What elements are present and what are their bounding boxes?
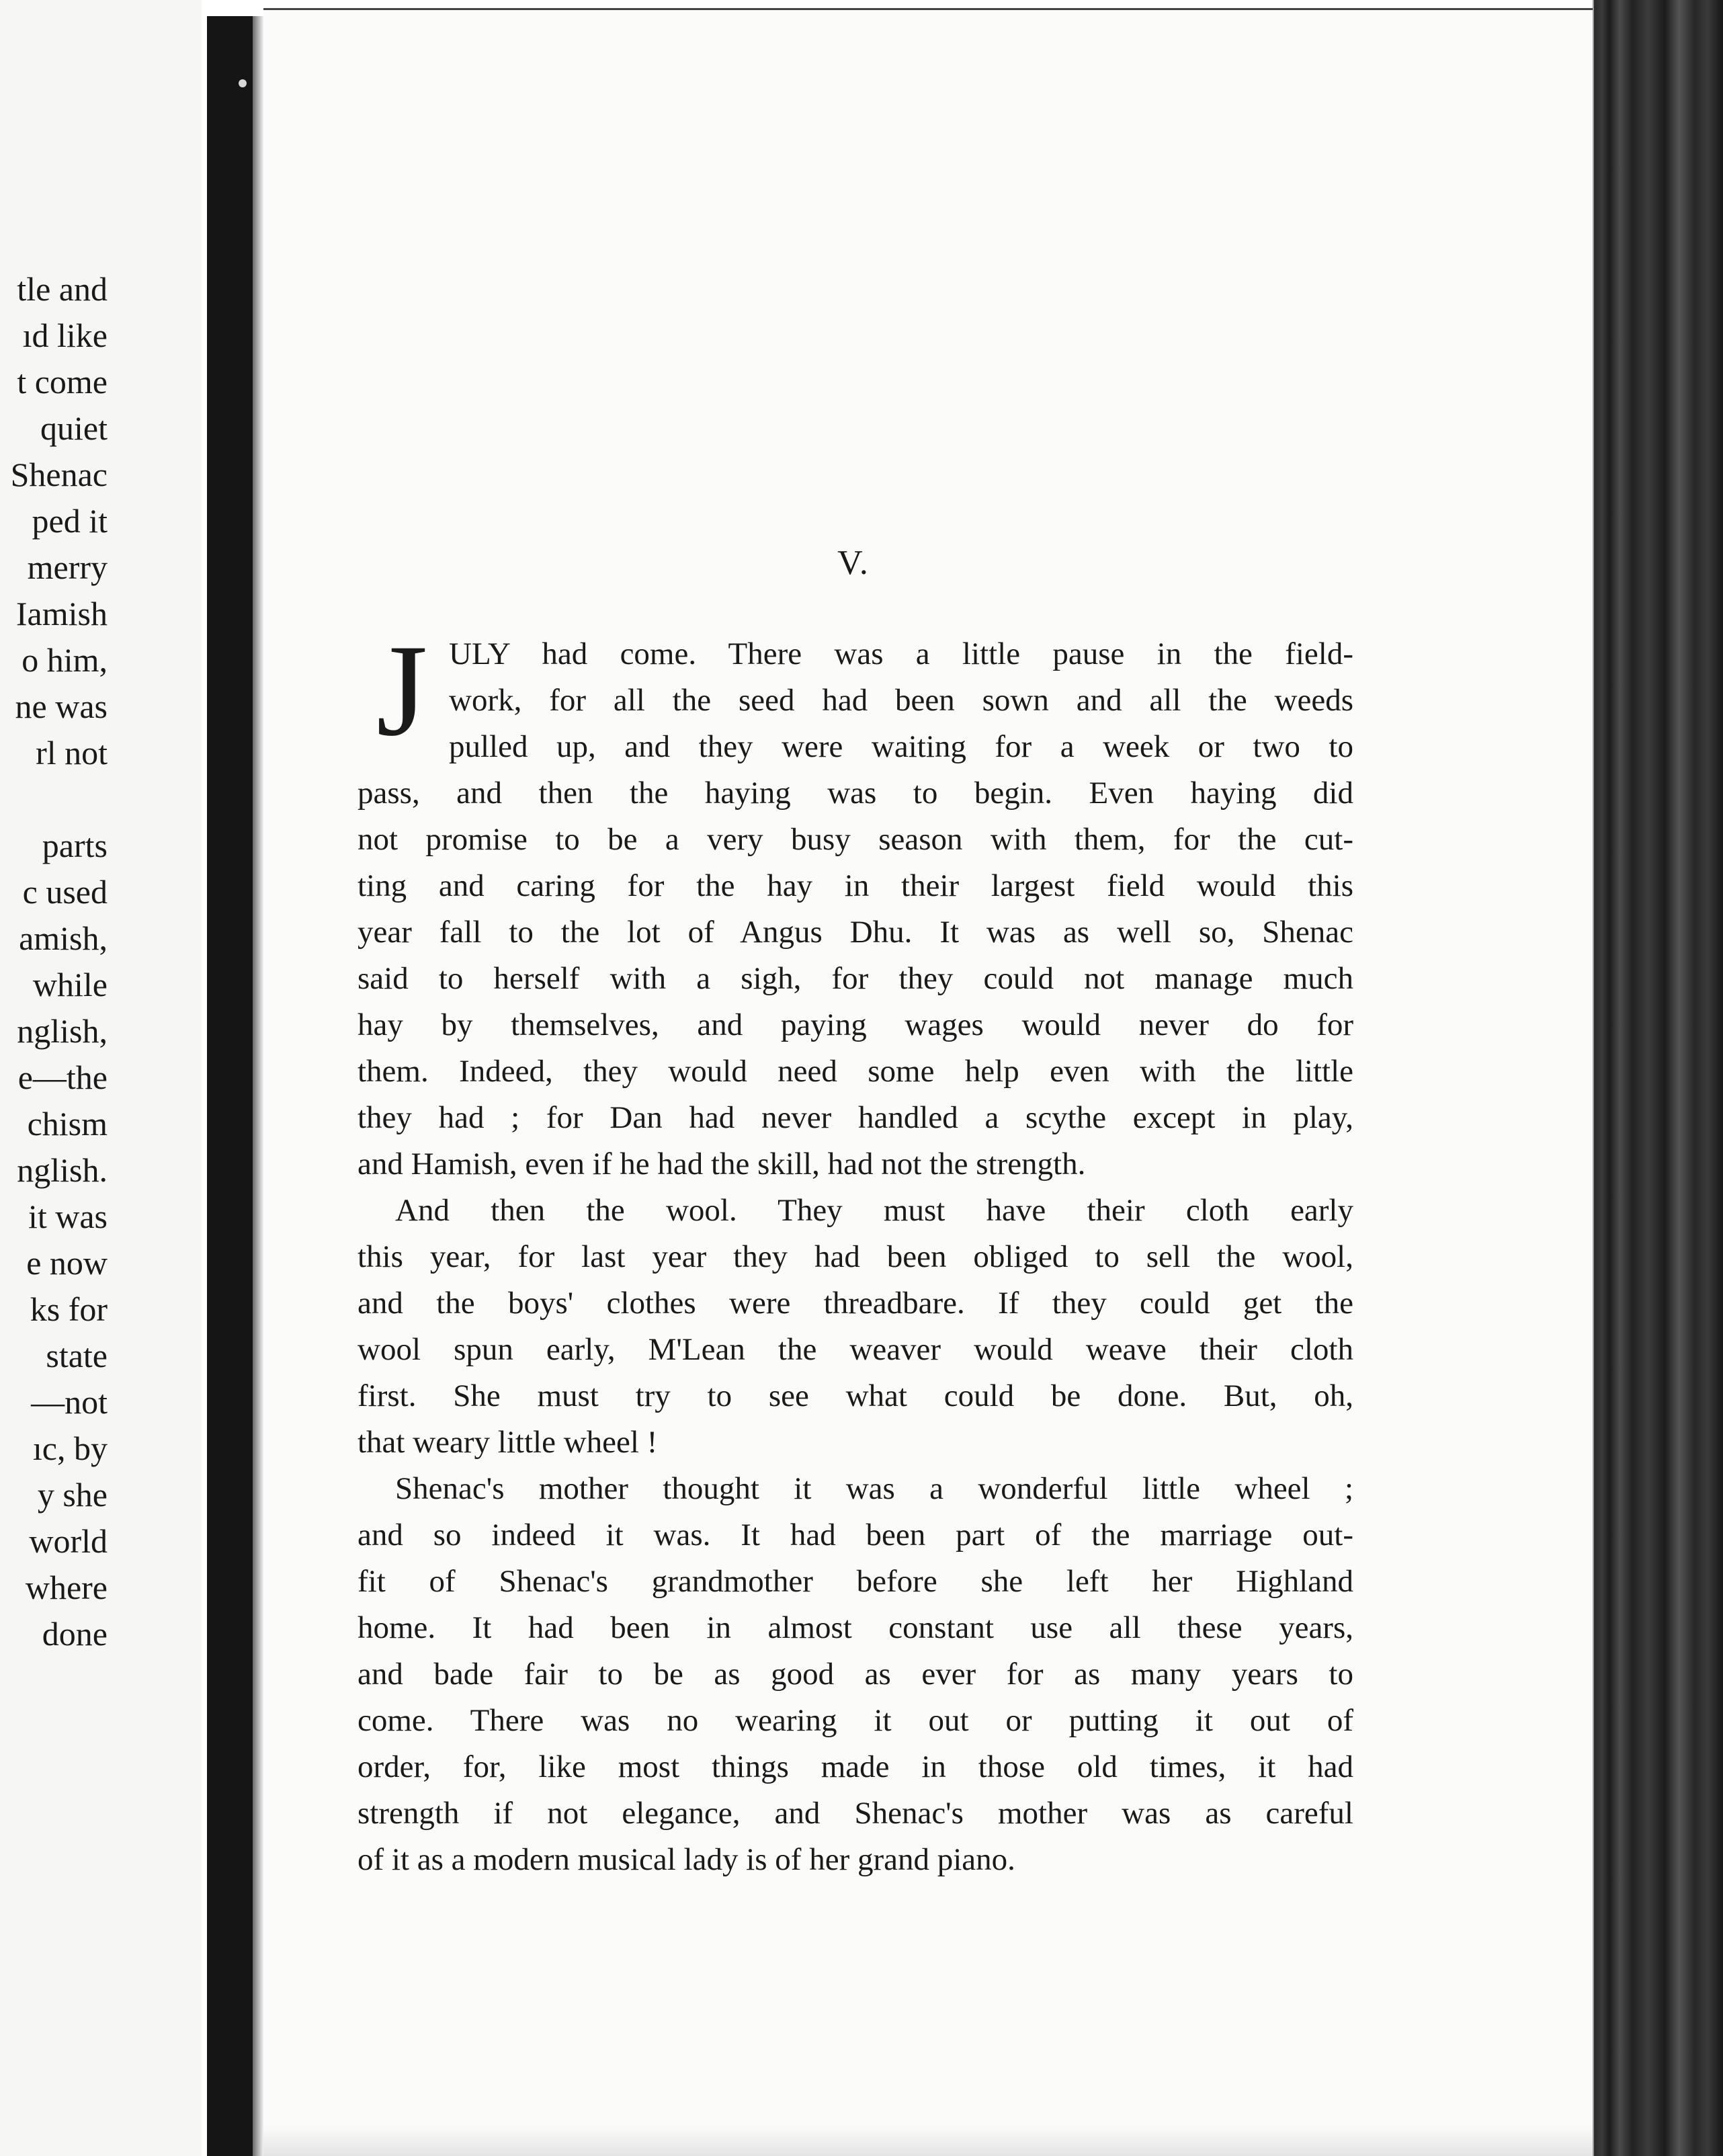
left-page-line: nglish.	[17, 1151, 108, 1189]
text-line: come. There was no wearing it out or putting it out of	[358, 1703, 1353, 1738]
left-page-line: merry	[27, 548, 108, 586]
left-page-line: —not	[31, 1383, 108, 1421]
text-line: they had ; for Dan had never handled a scythe except in play,	[358, 1100, 1353, 1135]
chapter-heading: V.	[837, 544, 870, 582]
text-line: And then the wool. They must have their cloth early	[395, 1193, 1353, 1228]
text-line: first. She must try to see what could be done. But, oh,	[358, 1378, 1353, 1413]
left-page-line: where	[25, 1569, 108, 1606]
gutter-speck	[239, 79, 247, 87]
left-page-line: ıc, by	[32, 1429, 108, 1467]
left-page-line: chism	[27, 1105, 108, 1143]
left-page-line: world	[29, 1522, 108, 1560]
gutter-shadow	[253, 16, 263, 2156]
text-line: ting and caring for the hay in their largest field would this	[358, 868, 1353, 903]
text-line: this year, for last year they had been obliged to sell the wool,	[358, 1239, 1353, 1274]
left-page-line: it was	[28, 1198, 108, 1235]
text-line: order, for, like most things made in those old times, it had	[358, 1749, 1353, 1784]
text-line: home. It had been in almost constant use all these years,	[358, 1610, 1353, 1645]
left-page-line: done	[42, 1615, 108, 1653]
left-page-line: Shenac	[10, 456, 108, 493]
text-line: pulled up, and they were waiting for a week or two to	[449, 729, 1353, 764]
text-line: them. Indeed, they would need some help even with the little	[358, 1054, 1353, 1089]
left-page-line: rl not	[36, 734, 108, 772]
left-page-line: tle and	[17, 270, 108, 308]
text-line: Shenac's mother thought it was a wonderful little wheel ;	[395, 1471, 1353, 1506]
page-bottom-edge	[263, 2126, 1594, 2156]
text-line: work, for all the seed had been sown and all the weeds	[449, 683, 1353, 718]
left-page-line: while	[32, 966, 108, 1003]
left-page-line: parts	[42, 827, 108, 864]
text-line: said to herself with a sigh, for they could not manage much	[358, 961, 1353, 996]
left-facing-page	[0, 0, 202, 2156]
left-page-line: state	[46, 1337, 108, 1374]
text-line: hay by themselves, and paying wages would never do for	[358, 1007, 1353, 1042]
left-page-line: Iamish	[15, 595, 108, 632]
left-page-line: c used	[22, 873, 108, 911]
left-page-line: e now	[26, 1244, 108, 1282]
text-line: that weary little wheel !	[358, 1425, 658, 1460]
text-line: and bade fair to be as good as ever for as many years to	[358, 1657, 1353, 1692]
drop-cap: J	[376, 618, 428, 763]
left-page-line: quiet	[40, 409, 108, 447]
left-page-line: t come	[17, 363, 108, 401]
text-line: strength if not elegance, and Shenac's mother was as careful	[358, 1796, 1353, 1831]
left-page-line: o him,	[22, 641, 108, 679]
text-line: and Hamish, even if he had the skill, had not the strength.	[358, 1147, 1086, 1181]
text-line: wool spun early, M'Lean the weaver would weave their cloth	[358, 1332, 1353, 1367]
left-page-line: ped it	[32, 502, 108, 540]
text-line: pass, and then the haying was to begin. Even haying did	[358, 776, 1353, 811]
left-page-line: ks for	[30, 1290, 108, 1328]
left-page-line: ıd like	[22, 317, 108, 354]
page-stack-edge	[1594, 0, 1723, 2156]
text-line: and the boys' clothes were threadbare. If they could get the	[358, 1286, 1353, 1321]
left-page-line: amish,	[19, 919, 108, 957]
book-gutter	[207, 16, 253, 2156]
left-page-line: e—the	[17, 1059, 108, 1096]
left-page-line: ne was	[15, 688, 108, 725]
left-page-line: y she	[37, 1476, 108, 1514]
left-page-line: nglish,	[17, 1012, 108, 1050]
text-line: fit of Shenac's grandmother before she left her Highland	[358, 1564, 1353, 1599]
text-line: and so indeed it was. It had been part of the marriage out-	[358, 1518, 1353, 1552]
text-line: of it as a modern musical lady is of her grand piano.	[358, 1842, 1015, 1877]
text-line: not promise to be a very busy season with them, for the cut-	[358, 822, 1353, 857]
text-line: ULY had come. There was a little pause in the field-	[449, 636, 1353, 671]
text-line: year fall to the lot of Angus Dhu. It was as well so, Shenac	[358, 915, 1353, 950]
